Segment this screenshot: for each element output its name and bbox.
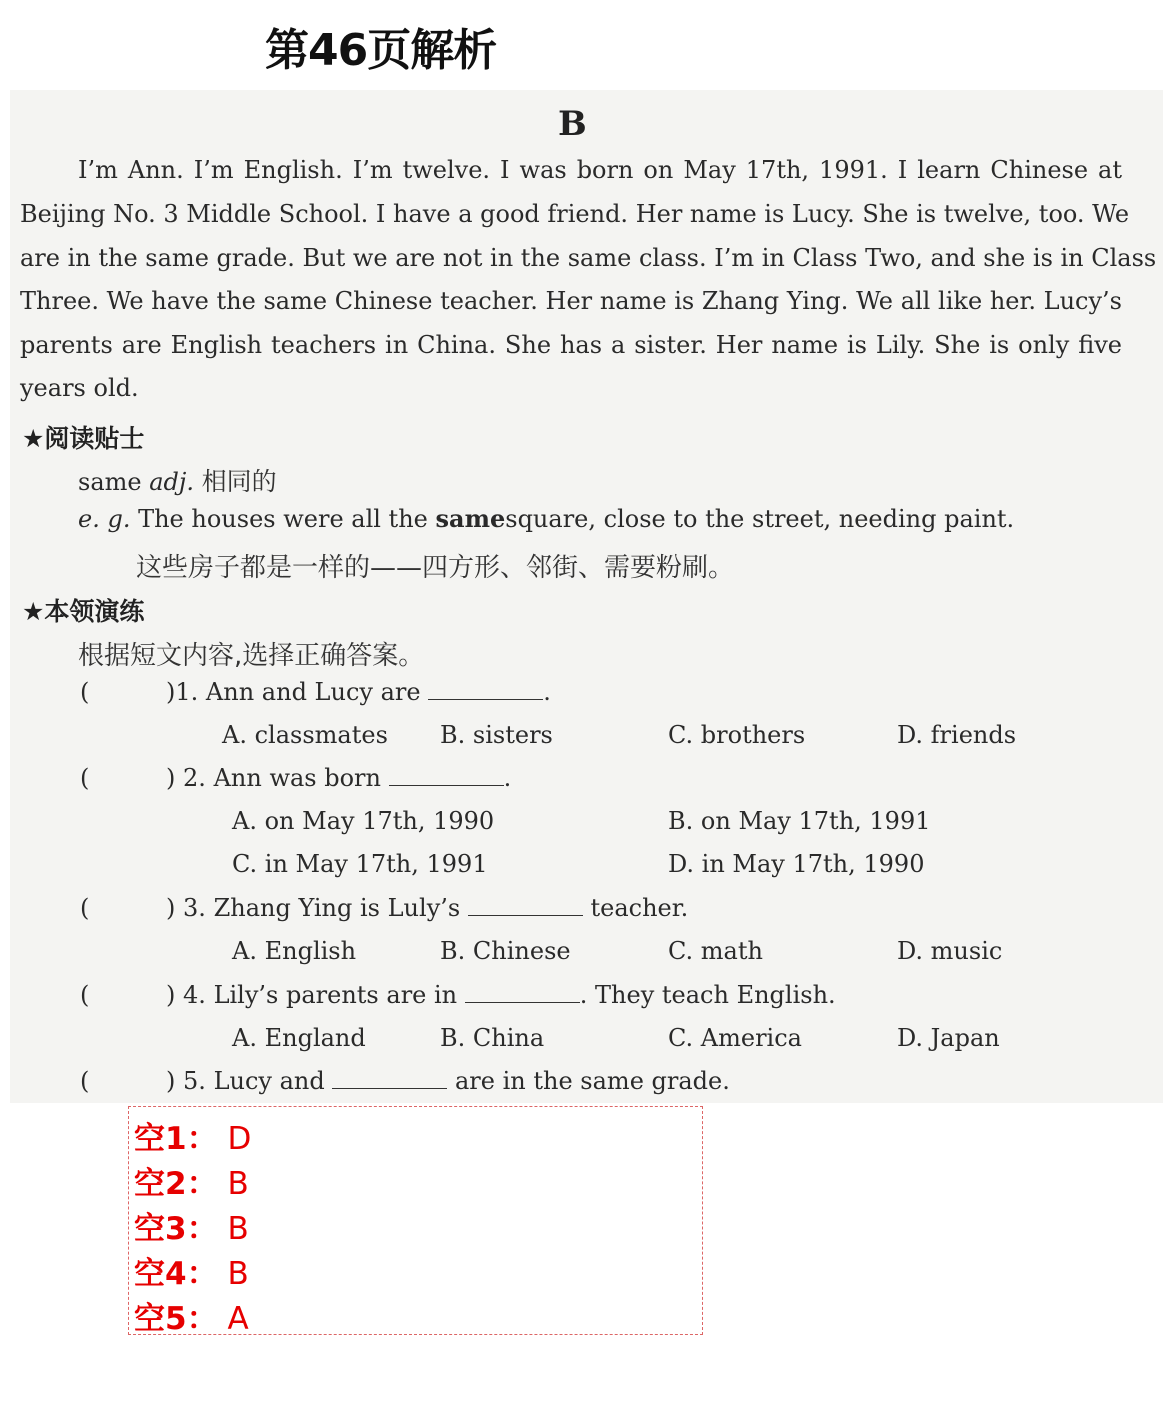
answer-blank[interactable]: [332, 1087, 447, 1089]
passage-line: parents are English teachers in China. She has a sister. Her name is Lily. She is only five: [20, 331, 1122, 359]
question-3: ) 3. Zhang Ying is Luly’s teacher.: [166, 894, 689, 922]
answer-blank[interactable]: [468, 914, 583, 916]
answer-blank[interactable]: [389, 784, 504, 786]
q1-option-d[interactable]: D. friends: [897, 721, 1017, 749]
passage-line: I’m Ann. I’m English. I’m twelve. I was born on May 17th, 1991. I learn Chinese at: [78, 156, 1122, 184]
q4-option-a[interactable]: A. England: [232, 1024, 366, 1052]
tips-pos: adj.: [149, 468, 194, 496]
section-letter: B: [558, 104, 587, 144]
question-1: )1. Ann and Lucy are .: [166, 678, 551, 706]
answer-blank[interactable]: [465, 1001, 580, 1003]
passage-line: Three. We have the same Chinese teacher. Her name is Zhang Ying. We all like her. Lucy’s: [20, 287, 1122, 315]
question-5: ) 5. Lucy and are in the same grade.: [166, 1067, 730, 1095]
tips-eg-after: square, close to the street, needing paint.: [505, 505, 1015, 533]
q4-option-c[interactable]: C. America: [668, 1024, 802, 1052]
question-4: ) 4. Lily’s parents are in . They teach English.: [166, 981, 836, 1009]
tips-definition: [78, 462, 277, 498]
q3-option-b[interactable]: B. Chinese: [440, 937, 571, 965]
q2-option-a[interactable]: A. on May 17th, 1990: [232, 807, 495, 835]
q3-option-d[interactable]: D. music: [897, 937, 1003, 965]
tips-meaning: 相同的: [201, 467, 277, 496]
paren-open: (: [80, 981, 90, 1009]
passage-line: Beijing No. 3 Middle School. I have a good friend. Her name is Lucy. She is twelve, too. We: [20, 200, 1130, 228]
tips-heading: ★阅读贴士: [22, 424, 145, 453]
answer-2: 空2： B: [134, 1166, 249, 1202]
q4-option-d[interactable]: D. Japan: [897, 1024, 1000, 1052]
tips-word: same: [78, 468, 142, 496]
q4-option-b[interactable]: B. China: [440, 1024, 545, 1052]
tips-example: [78, 504, 1014, 533]
paren-open: (: [80, 678, 90, 706]
question-2: ) 2. Ann was born .: [166, 764, 512, 792]
paren-open: (: [80, 1067, 90, 1095]
q3-option-c[interactable]: C. math: [668, 937, 763, 965]
answer-key-box: [128, 1106, 703, 1335]
practice-instruction: 根据短文内容,选择正确答案。: [78, 641, 425, 671]
q2-option-d[interactable]: D. in May 17th, 1990: [668, 850, 925, 878]
answer-5: 空5： A: [134, 1301, 249, 1337]
q3-option-a[interactable]: A. English: [232, 937, 357, 965]
answer-4: 空4： B: [134, 1256, 249, 1292]
tips-eg-bold: same: [435, 504, 506, 533]
answer-3: 空3： B: [134, 1211, 249, 1247]
q2-option-c[interactable]: C. in May 17th, 1991: [232, 850, 488, 878]
q2-option-b[interactable]: B. on May 17th, 1991: [668, 807, 931, 835]
tips-eg-label: e. g.: [78, 505, 131, 533]
tips-translation: 这些房子都是一样的——四方形、邻街、需要粉刷。: [136, 553, 735, 583]
practice-heading: ★本领演练: [22, 597, 145, 626]
page-header: 第46页解析: [265, 25, 497, 76]
paren-open: (: [80, 894, 90, 922]
q1-option-a[interactable]: A. classmates: [222, 721, 388, 749]
passage-line: years old.: [20, 374, 139, 402]
tips-eg-before: The houses were all the: [138, 505, 428, 533]
answer-blank[interactable]: [428, 698, 543, 700]
passage-line: are in the same grade. But we are not in the same class. I’m in Class Two, and she is in Class: [20, 244, 1157, 272]
answer-1: 空1： D: [134, 1121, 252, 1157]
q1-option-c[interactable]: C. brothers: [668, 721, 806, 749]
paren-open: (: [80, 764, 90, 792]
q1-option-b[interactable]: B. sisters: [440, 721, 553, 749]
